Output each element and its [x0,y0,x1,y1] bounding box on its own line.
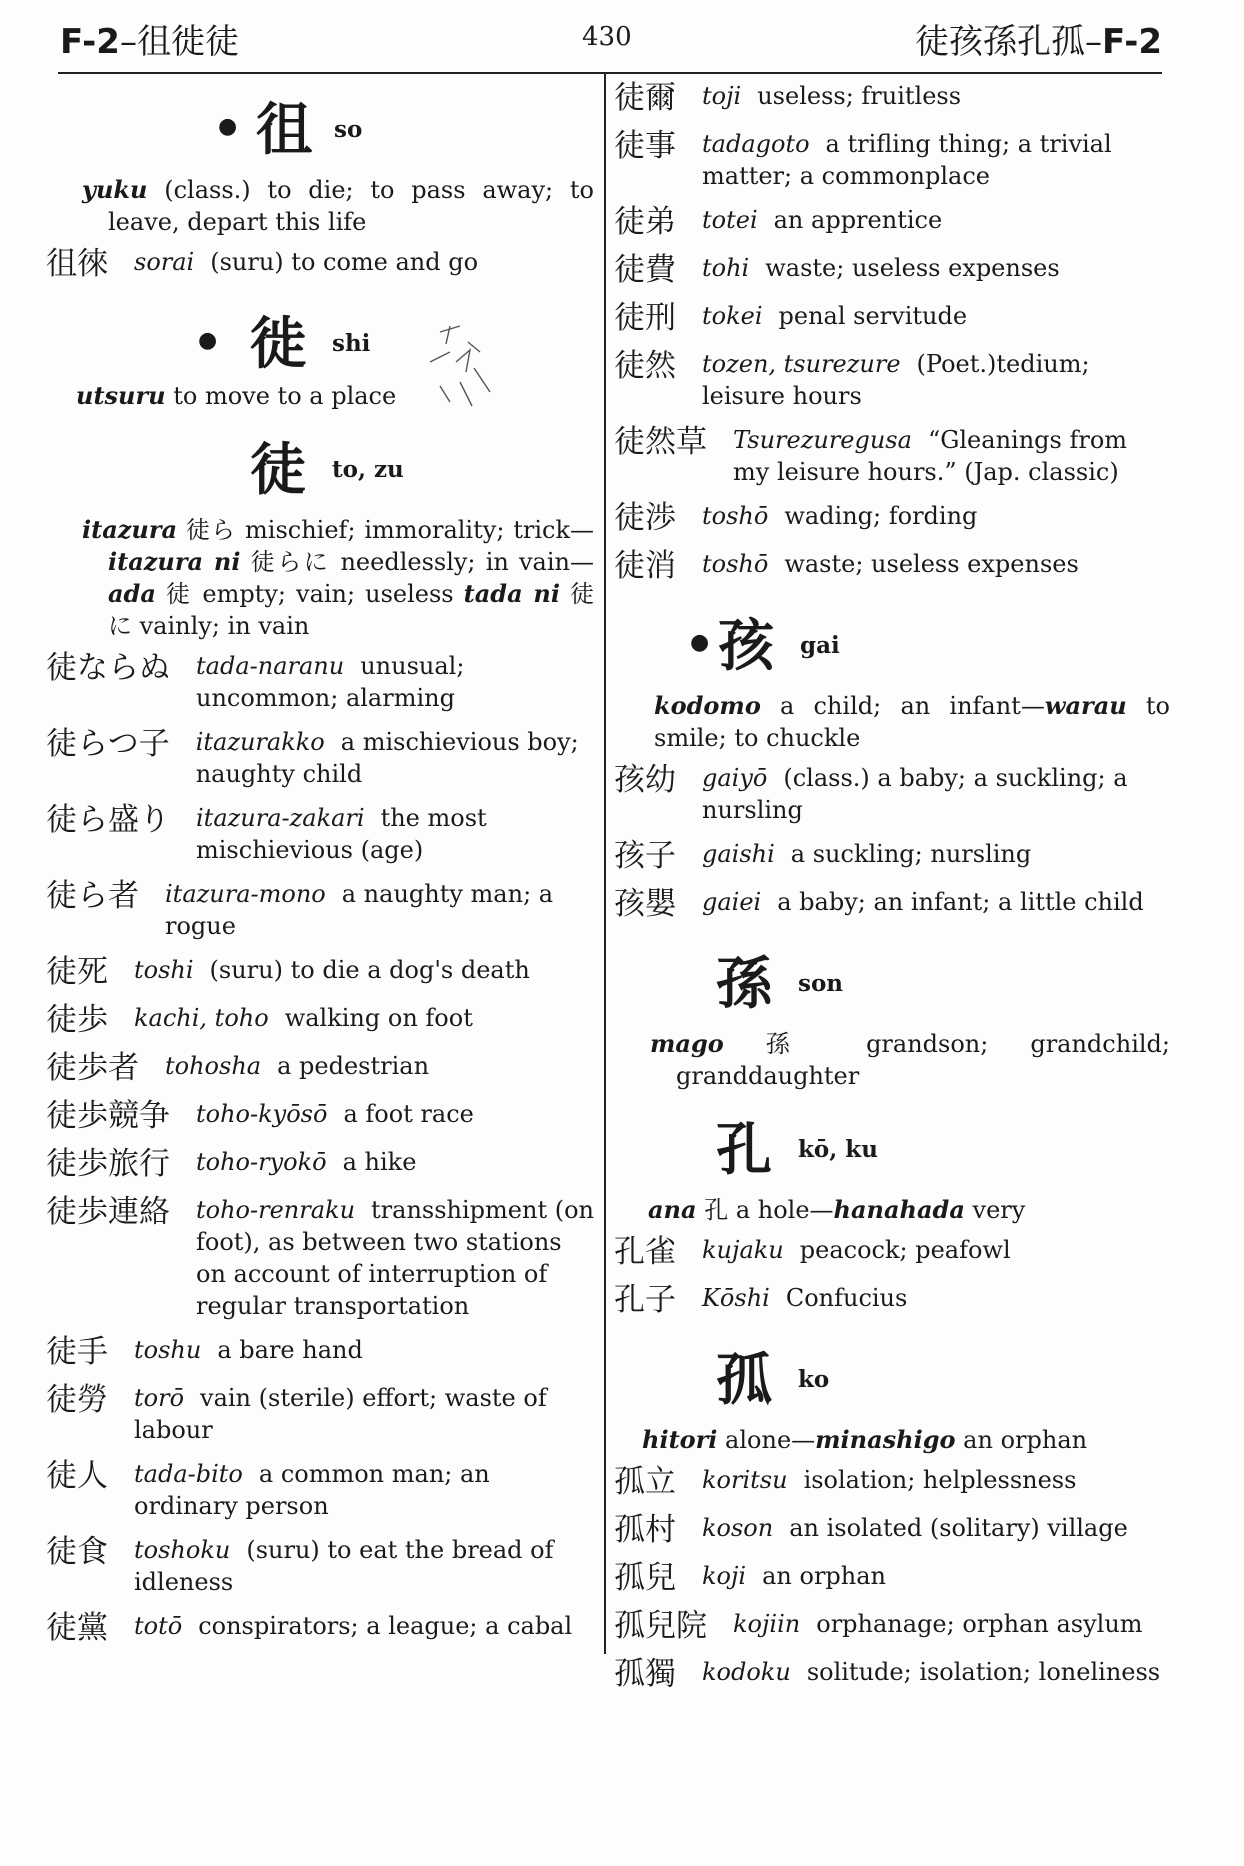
header-right-code: F-2 [1102,22,1162,62]
dictionary-entry [614,80,1170,116]
headword-reading: son [798,970,844,997]
right-column [614,80,1170,1704]
entry-definition: unusual; uncommon; alarming [196,652,465,712]
entry-definition: orphanage; orphan asylum [816,1610,1143,1638]
romaji: itazura ni [108,547,241,576]
entry-romaji: kujaku [702,1236,784,1264]
definition-text: 徒 empty; vain; useless [155,580,464,608]
entry-definition: conspirators; a league; a cabal [198,1612,573,1640]
entry-kanji: 徒弟 [614,204,676,240]
entry-definition: wading; fording [784,502,978,530]
entry-romaji: toji [702,82,742,110]
dictionary-entry [46,1146,594,1182]
entry-kanji: 徒歩競争 [46,1098,170,1134]
dictionary-entry [614,1608,1170,1644]
romaji: kodomo [654,691,761,720]
entry-kanji: 徒ら盛り [46,802,170,838]
dictionary-entry [46,650,594,714]
definition-paragraph [614,1424,1170,1456]
dictionary-entry [46,726,594,790]
entry-romaji: toshu [134,1336,202,1364]
entry-kanji: 徒消 [614,548,676,584]
dictionary-entry [614,348,1170,412]
entry-kanji: 徒食 [46,1534,108,1570]
definition-text: very [964,1196,1026,1224]
header-right-kanji: 徒孩孫孔孤– [915,22,1103,62]
dictionary-entry [46,1382,594,1446]
headword-reading: so [334,116,363,143]
entry-romaji: tokei [702,302,763,330]
dictionary-entry [614,424,1170,488]
header-left [60,14,239,63]
entry-romaji: kojiin [733,1610,801,1638]
entry-romaji: gaiei [702,888,762,916]
dictionary-entry [614,1464,1170,1500]
entry-kanji: 徒手 [46,1334,108,1370]
entry-definition: (suru) to come and go [210,248,479,276]
entry-definition: vain (sterile) effort; waste of labour [134,1384,547,1444]
entry-romaji: Kōshi [702,1284,770,1312]
entry-romaji: tada-bito [134,1460,243,1488]
romaji: ana [648,1195,697,1224]
entry-definition: a hike [342,1148,417,1176]
entry-romaji: koritsu [702,1466,788,1494]
entry-romaji: kachi, toho [134,1004,269,1032]
romaji: mago [650,1029,724,1058]
definition-text: (class.) to die; to pass away; to leave, depart this life [108,176,594,236]
dictionary-entry [46,954,594,990]
headword-kanji: 孫 [716,951,772,1017]
romaji: tada ni [463,579,560,608]
dictionary-entry [46,1458,594,1522]
entry-definition: Confucius [785,1284,908,1312]
definition-text: a child; an infant— [760,692,1045,720]
dictionary-entry [614,1512,1170,1548]
headword-kanji: 徒 [250,437,306,503]
definition-paragraph [614,1194,1170,1226]
headword-shi [46,294,594,386]
dictionary-entry [614,300,1170,336]
romaji: hitori [642,1425,718,1454]
definition-paragraph [46,174,594,238]
dictionary-entry [46,802,594,866]
dictionary-entry [614,1234,1170,1270]
entry-romaji: kodoku [702,1658,791,1686]
romaji: itazura [82,515,178,544]
entry-definition: (class.) a baby; a suckling; a nursling [702,764,1128,824]
entry-kanji: 徒死 [46,954,108,990]
header-left-kanji: –徂徙徒 [119,22,239,62]
headword-reading: kō, ku [798,1136,878,1163]
entry-kanji: 徒ならぬ [46,650,170,686]
entry-definition: an apprentice [773,206,943,234]
entry-definition: useless; fruitless [757,82,962,110]
entry-kanji: 徒刑 [614,300,676,336]
entry-kanji: 徂徠 [46,246,108,282]
entry-romaji: toho-kyōsō [196,1100,328,1128]
definition-text: 徒ら mischief; immorality; trick— [177,516,594,544]
entry-romaji: Tsurezuregusa [733,426,912,454]
entry-definition: a foot race [343,1100,474,1128]
entry-definition: solitude; isolation; loneliness [806,1658,1161,1686]
entry-romaji: itazura-mono [165,880,326,908]
entry-romaji: totō [134,1612,183,1640]
entry-definition: an orphan [762,1562,887,1590]
column-divider [604,74,606,1654]
headword-gai [614,596,1170,688]
dictionary-entry [46,1610,594,1646]
dictionary-entry [614,128,1170,192]
romaji: ada [108,579,156,608]
entry-definition: isolation; helplessness [803,1466,1077,1494]
header-left-code: F-2 [60,22,120,62]
definition-text: to smile; to chuckle [654,692,1170,752]
entry-romaji: totei [702,206,758,234]
definition-text: alone— [717,1426,816,1454]
entry-definition: a mischievious boy; naughty child [195,728,579,788]
entry-romaji: toho-renraku [196,1196,356,1224]
entry-kanji: 徒らつ子 [46,726,170,762]
dictionary-entry [614,838,1170,874]
entry-kanji: 徒然 [614,348,676,384]
entry-definition: waste; useless expenses [784,550,1079,578]
entry-definition: penal servitude [778,302,968,330]
definition-text: 徒らに needlessly; in vain— [240,548,594,576]
definition-paragraph [614,1028,1170,1092]
dictionary-entry [614,548,1170,584]
entry-romaji: tohi [702,254,750,282]
entry-kanji: 徒歩連絡 [46,1194,170,1230]
entry-kanji: 徒然草 [614,424,707,460]
headword-kanji: 徙 [250,311,306,377]
entry-definition: transshipment (on foot), as between two stations on account of interruption of regular transportation [196,1196,595,1320]
dictionary-entry [46,1002,594,1038]
entry-romaji: tozen, tsurezure [702,350,901,378]
entry-kanji: 徒渉 [614,500,676,536]
definition-text: to move to a place [165,382,397,410]
entry-romaji: toshi [134,956,194,984]
headword-kanji: 孤 [716,1347,772,1413]
entry-definition: “Gleanings from my leisure hours.” (Jap. classic) [733,426,1128,486]
entry-list [614,1234,1170,1318]
page-header [0,0,1244,78]
entry-kanji: 徒費 [614,252,676,288]
entry-kanji: 孔雀 [614,1234,676,1270]
entry-kanji: 孤獨 [614,1656,676,1692]
dictionary-entry [46,1194,594,1322]
dictionary-entry [614,1282,1170,1318]
entry-definition: a common man; an ordinary person [134,1460,490,1520]
header-right [915,14,1162,63]
entry-kanji: 孤兒院 [614,1608,707,1644]
entry-romaji: toshō [702,550,769,578]
romaji: utsuru [76,381,166,410]
header-rule [58,72,1162,74]
dictionary-entry [46,1050,594,1086]
entry-list [46,650,594,1646]
entry-kanji: 孤立 [614,1464,676,1500]
headword-kanji: 孩 [718,613,774,679]
headword-kanji: 孔 [716,1117,772,1183]
bullet-icon: ● [198,328,218,353]
entry-definition: a suckling; nursling [790,840,1032,868]
entry-kanji: 徒歩 [46,1002,108,1038]
headword-reading: to, zu [332,456,404,483]
entry-kanji: 孤兒 [614,1560,676,1596]
dictionary-entry [614,886,1170,922]
definition-paragraph [614,690,1170,754]
romaji: hanahada [833,1195,965,1224]
entry-kanji: 徒事 [614,128,676,164]
entry-definition: a naughty man; a rogue [165,880,554,940]
entry-definition: a bare hand [217,1336,363,1364]
dictionary-entry [46,246,594,282]
dictionary-entry [614,252,1170,288]
bullet-icon: ● [690,630,710,655]
romaji: yuku [82,175,148,204]
dictionary-entry [46,1098,594,1134]
headword-son [614,934,1170,1026]
entry-romaji: tada-naranu [196,652,345,680]
entry-definition: a pedestrian [277,1052,430,1080]
entry-definition: the most mischievious (age) [196,804,487,864]
romaji: warau [1044,691,1127,720]
dictionary-entry [614,1656,1170,1692]
entry-definition: a trifling thing; a trivial matter; a commonplace [702,130,1112,190]
left-column [46,80,594,1658]
entry-kanji: 孩嬰 [614,886,676,922]
headword-to [46,420,594,512]
entry-kanji: 徒爾 [614,80,676,116]
definition-text: 孫 grandson; grandchild; granddaughter [676,1030,1170,1090]
entry-romaji: tohosha [165,1052,262,1080]
entry-kanji: 孤村 [614,1512,676,1548]
headword-kanji: 徂 [256,97,312,163]
entry-kanji: 徒ら者 [46,878,139,914]
entry-kanji: 孩幼 [614,762,676,798]
entry-definition: (Poet.)tedium; leisure hours [702,350,1090,410]
entry-romaji: itazurakko [195,728,325,756]
definition-text: an orphan [955,1426,1088,1454]
entry-definition: an isolated (solitary) village [789,1514,1128,1542]
page-number: 430 [582,22,632,52]
definition-text: 徒に vainly; in vain [108,580,594,640]
entry-definition: a baby; an infant; a little child [777,888,1144,916]
headword-reading: gai [800,632,840,659]
dictionary-entry [614,500,1170,536]
entry-list [614,80,1170,584]
dictionary-entry [614,1560,1170,1596]
entry-romaji: toshō [702,502,769,530]
entry-kanji: 徒歩者 [46,1050,139,1086]
entry-romaji: gaiyō [702,764,768,792]
entry-kanji: 徒勞 [46,1382,108,1418]
dictionary-entry [614,204,1170,240]
entry-definition: walking on foot [284,1004,473,1032]
entry-romaji: torō [134,1384,185,1412]
entry-kanji: 孩子 [614,838,676,874]
entry-definition: peacock; peafowl [799,1236,1011,1264]
romaji: minashigo [815,1425,956,1454]
headword-ko [614,1330,1170,1422]
entry-definition: (suru) to eat the bread of idleness [134,1536,554,1596]
entry-romaji: sorai [134,248,195,276]
dictionary-entry [46,1334,594,1370]
entry-kanji: 徒黨 [46,1610,108,1646]
entry-definition: waste; useless expenses [765,254,1060,282]
entry-kanji: 徒歩旅行 [46,1146,170,1182]
entry-romaji: toho-ryokō [196,1148,327,1176]
entry-list [614,1464,1170,1692]
dictionary-entry [46,1534,594,1598]
headword-reading: shi [332,330,371,357]
entry-kanji: 徒人 [46,1458,108,1494]
bullet-icon: ● [218,114,238,139]
entry-romaji: koson [702,1514,774,1542]
definition-paragraph [46,514,594,642]
headword-reading: ko [798,1366,830,1393]
entry-romaji: itazura-zakari [196,804,365,832]
entry-romaji: toshoku [134,1536,231,1564]
entry-definition: (suru) to die a dog's death [209,956,530,984]
entry-romaji: tadagoto [702,130,810,158]
dictionary-entry [614,762,1170,826]
headword-ko-ku [614,1100,1170,1192]
dictionary-entry [46,878,594,942]
entry-kanji: 孔子 [614,1282,676,1318]
entry-romaji: gaishi [702,840,775,868]
definition-text: 孔 a hole— [696,1196,834,1224]
entry-list [614,762,1170,922]
entry-romaji: koji [702,1562,747,1590]
headword-so [46,80,594,172]
